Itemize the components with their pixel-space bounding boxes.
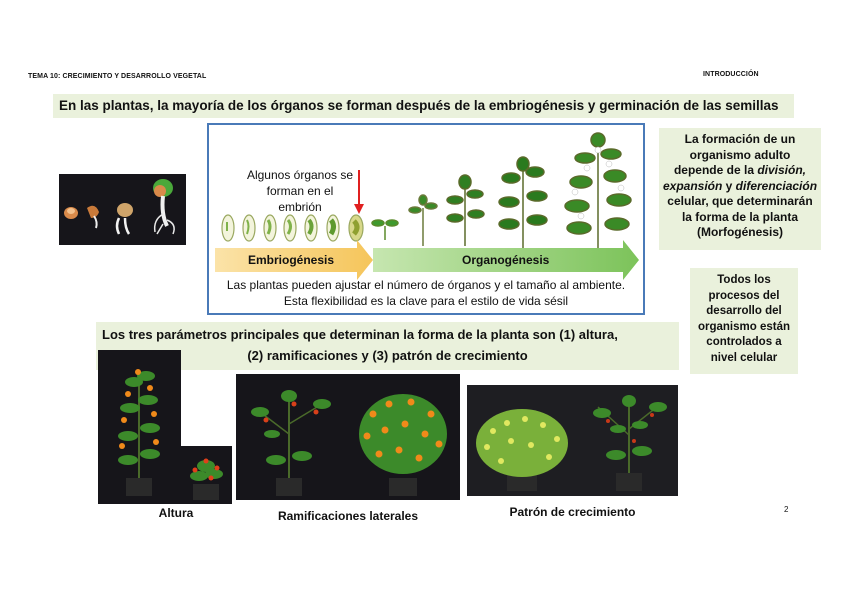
growth-pattern-caption: Patrón de crecimiento xyxy=(509,505,636,519)
note1-line-3a: depende de la xyxy=(673,163,758,177)
note2-line-2: procesos del xyxy=(708,289,780,302)
note1-line-3b: división, xyxy=(757,163,807,177)
organogenesis-label: Organogénesis xyxy=(462,253,550,267)
embryo-label-line-2: forman en el xyxy=(266,184,334,198)
embryo-to-plant-sequence xyxy=(215,128,640,248)
note1-line-7: (Morfogénesis) xyxy=(696,225,783,239)
note1-line-6: la forma de la planta xyxy=(681,209,799,224)
parameters-line-1: Los tres parámetros principales que determinan la forma de la planta son (1) altura, xyxy=(102,327,618,342)
page-number: 2 xyxy=(784,505,789,514)
short-plant-graphic xyxy=(181,446,232,504)
note2-line-4: organismo están xyxy=(697,320,791,333)
parameters-box xyxy=(96,322,679,370)
bushy-plant-photo xyxy=(467,385,578,496)
note2-line-6: nivel celular xyxy=(710,351,778,364)
tall-plant-graphic xyxy=(98,350,181,504)
few-branches-photo xyxy=(236,374,345,500)
many-branches-graphic xyxy=(345,374,460,500)
many-branches-photo xyxy=(345,374,460,500)
few-branches-graphic xyxy=(236,374,345,500)
note1-line-4b: y xyxy=(722,178,736,193)
upright-plant-photo xyxy=(578,385,678,496)
note1-line-4c: diferenciación xyxy=(735,178,818,193)
morphogenesis-note xyxy=(659,128,821,250)
figure-caption xyxy=(210,277,642,309)
parameters-line-2: (2) ramificaciones y (3) patrón de crecimiento xyxy=(247,348,528,363)
embryo-label-line-3: embrión xyxy=(278,200,322,214)
cell-control-note xyxy=(690,268,798,374)
germination-seeds-graphic xyxy=(59,174,186,245)
bushy-plant-graphic xyxy=(467,385,578,496)
branching-caption: Ramificaciones laterales xyxy=(277,509,419,523)
intro-banner xyxy=(53,94,794,118)
germination-photo xyxy=(59,174,186,245)
note2-line-1: Todos los xyxy=(717,274,771,286)
embryogenesis-label: Embriogénesis xyxy=(248,253,335,267)
note2-line-5: controlados a xyxy=(706,336,782,348)
section-title: INTRODUCCIÓN xyxy=(703,71,759,78)
course-title: TEMA 10: CRECIMIENTO Y DESARROLLO VEGETAL xyxy=(28,73,207,80)
tall-plant-photo xyxy=(98,350,181,504)
embryo-label-line-1: Algunos órganos se xyxy=(246,168,354,182)
short-plant-photo xyxy=(181,446,232,504)
note1-line-5: celular, que determinarán xyxy=(667,194,813,208)
intro-banner-text: En las plantas, la mayoría de los órganos se forman después de la embriogénesis y germinación de las semillas xyxy=(59,98,779,113)
height-caption: Altura xyxy=(158,506,194,520)
note1-line-2: organismo adulto xyxy=(689,147,791,162)
upright-plant-graphic xyxy=(578,385,678,496)
note1-line-1: La formación de un xyxy=(684,132,796,146)
figure-caption-line-1: Las plantas pueden ajustar el número de órganos y el tamaño al ambiente. xyxy=(226,278,626,292)
note1-line-4a: expansión xyxy=(662,178,723,193)
figure-caption-line-2: Esta flexibilidad es la clave para el estilo de vida sésil xyxy=(283,294,569,308)
note2-line-3: desarrollo del xyxy=(706,305,782,317)
